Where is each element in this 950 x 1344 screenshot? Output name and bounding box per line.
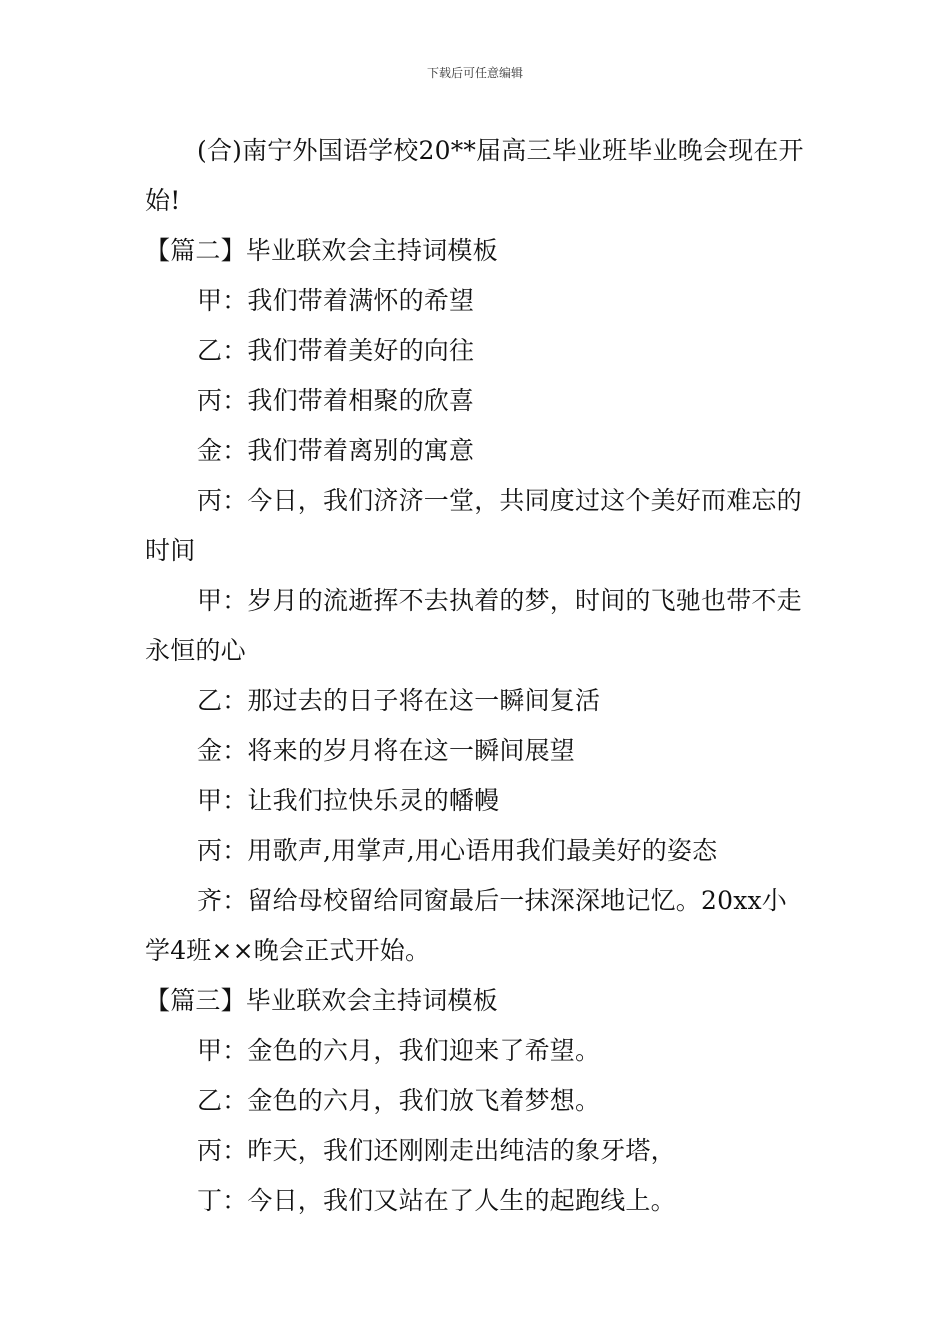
dialogue-line: 甲：让我们拉快乐灵的幡幔 (197, 786, 500, 815)
dialogue-line: 甲：金色的六月，我们迎来了希望。 (197, 1036, 601, 1065)
document-body (145, 126, 810, 1226)
dialogue-line: 丙：用歌声,用掌声,用心语用我们最美好的姿态 (197, 836, 718, 865)
dialogue-line: 甲：岁月的流逝挥不去执着的梦，时间的飞驰也带不走永恒的心 (145, 586, 802, 665)
section-heading-part-two: 【篇二】毕业联欢会主持词模板 (145, 236, 498, 265)
dialogue-line: 乙：金色的六月，我们放飞着梦想。 (197, 1086, 601, 1115)
paragraph-opening: (合)南宁外国语学校20**届高三毕业班毕业晚会现在开始! (145, 136, 804, 215)
dialogue-line: 甲：我们带着满怀的希望 (197, 286, 475, 315)
dialogue-line: 乙：那过去的日子将在这一瞬间复活 (197, 686, 601, 715)
dialogue-line: 金：将来的岁月将在这一瞬间展望 (197, 736, 576, 765)
section-heading-part-three: 【篇三】毕业联欢会主持词模板 (145, 986, 498, 1015)
page-header: 下载后可任意编辑 (426, 66, 523, 80)
dialogue-line: 金：我们带着离别的寓意 (197, 436, 475, 465)
dialogue-line: 丙：昨天，我们还刚刚走出纯洁的象牙塔， (197, 1136, 676, 1165)
dialogue-line: 齐：留给母校留给同窗最后一抹深深地记忆。20xx小学4班××晚会正式开始。 (145, 886, 788, 965)
dialogue-line: 丙：今日，我们济济一堂，共同度过这个美好而难忘的时间 (145, 486, 802, 565)
dialogue-line: 丙：我们带着相聚的欣喜 (197, 386, 475, 415)
dialogue-line: 乙：我们带着美好的向往 (197, 336, 475, 365)
dialogue-line: 丁：今日，我们又站在了人生的起跑线上。 (197, 1186, 676, 1215)
